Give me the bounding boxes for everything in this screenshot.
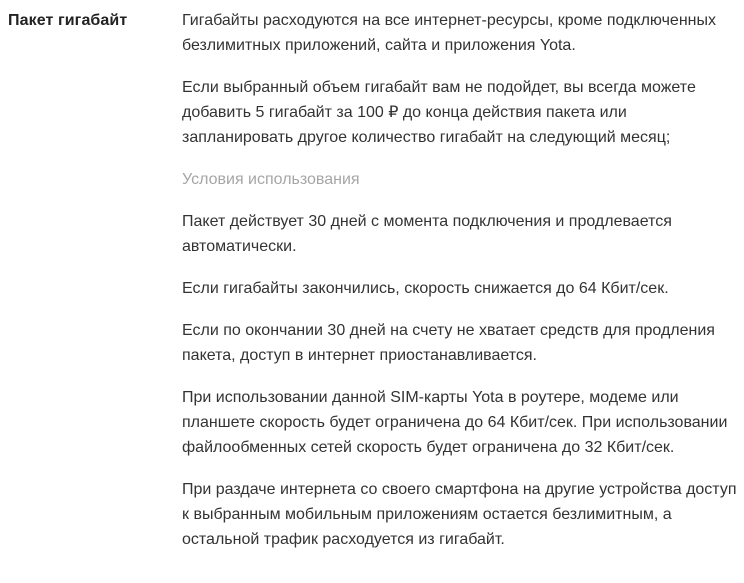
terms-paragraph-sim-usage-limits: При использовании данной SIM-карты Yota в роутере, модеме или планшете скорость будет ограничена до 64 Кбит/сек. При использовании файлообменных сетей скорость будет ограничена до 32 Кбит/сек.: [182, 389, 728, 456]
section-content-column: [182, 8, 738, 569]
terms-paragraph-speed-reduction: Если гигабайты закончились, скорость снижается до 64 Кбит/сек.: [182, 280, 669, 297]
intro-paragraph-usage: Гигабайты расходуются на все интернет-ресурсы, кроме подключенных безлимитных приложений, сайта и приложения Yota.: [182, 12, 716, 54]
terms-paragraph-tethering: При раздаче интернета со своего смартфона на другие устройства доступ к выбранным мобильным приложениям остается безлимитным, а остальной трафик расходуется из гигабайт.: [182, 481, 737, 548]
section-title: Пакет гигабайт: [8, 12, 128, 29]
intro-paragraph-add-gigabytes: Если выбранный объем гигабайт вам не подойдет, вы всегда можете добавить 5 гигабайт за 100 ₽ до конца действия пакета или запланировать другое количество гигабайт на следующий месяц;: [182, 79, 696, 146]
terms-paragraph-duration: Пакет действует 30 дней с момента подключения и продлевается автоматически.: [182, 213, 672, 255]
terms-paragraph-insufficient-funds: Если по окончании 30 дней на счету не хватает средств для продления пакета, доступ в интернет приостанавливается.: [182, 322, 715, 364]
section-label-column: [8, 8, 182, 33]
usage-terms-heading: Условия использования: [182, 171, 360, 188]
